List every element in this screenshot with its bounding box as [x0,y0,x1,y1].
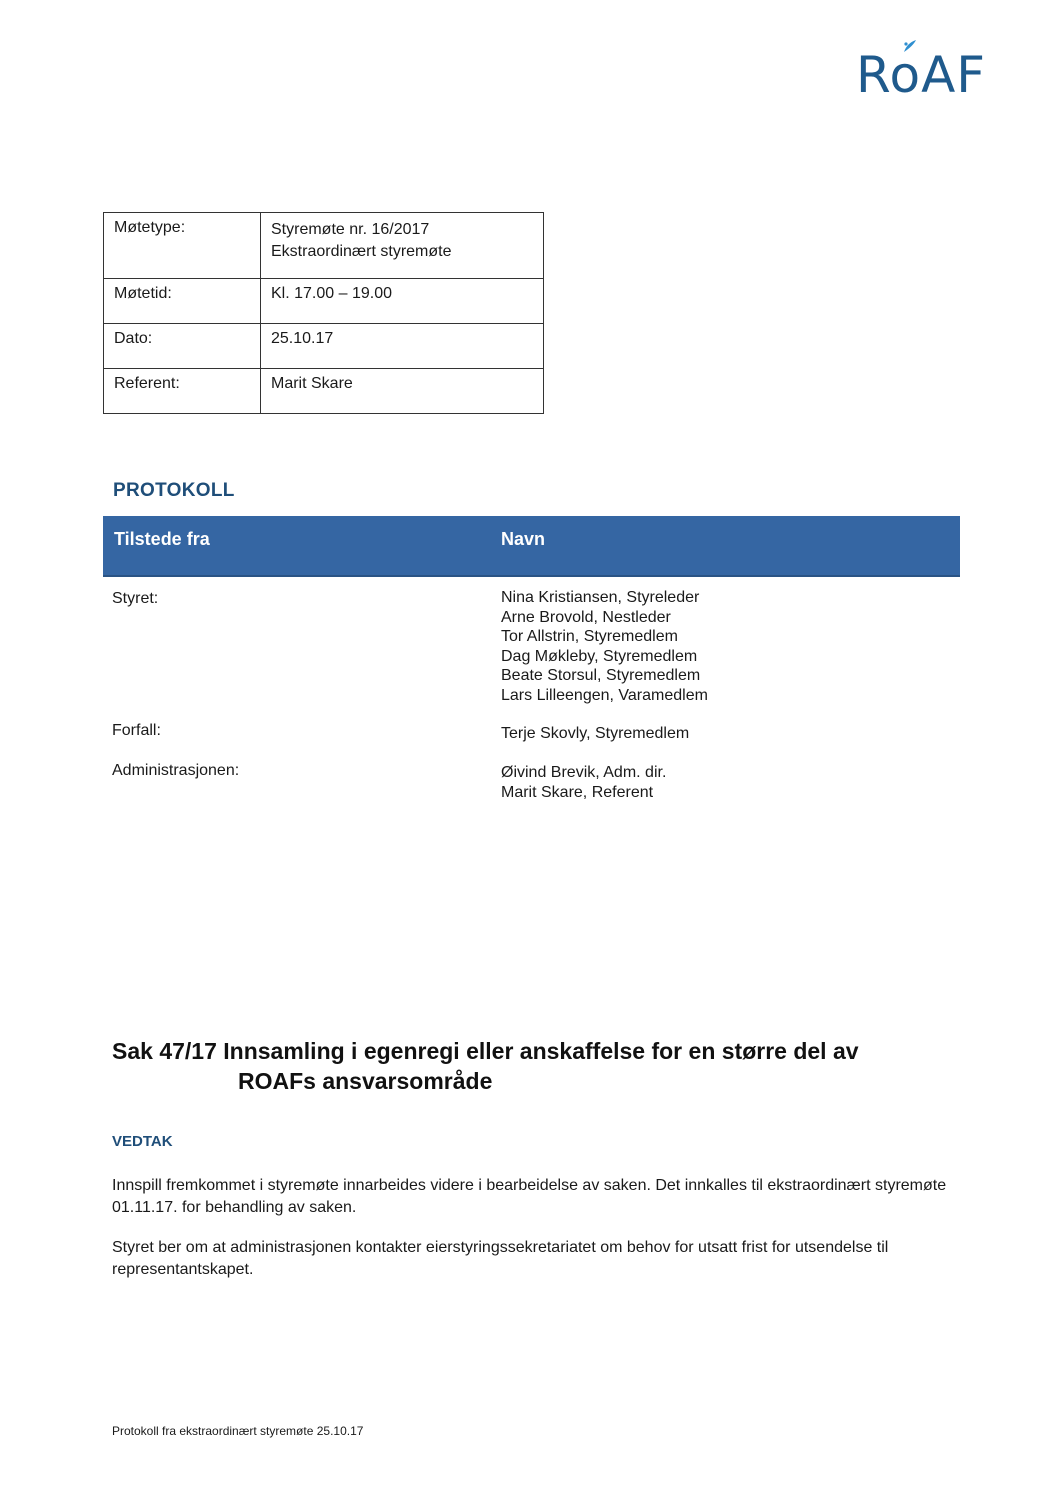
attendance-header-bar [103,516,960,577]
attendee-name: Terje Skovly, Styremedlem [501,725,690,742]
case-title-line: ROAFs ansvarsområde [238,1068,493,1094]
referent-label: Referent: [104,369,261,414]
meeting-date-label: Dato: [104,324,261,369]
meeting-time-label: Møtetid: [104,279,261,324]
decision-heading: VEDTAK [112,1133,173,1150]
attendance-group-label: Administrasjonen: [112,762,240,779]
roaf-logo [856,38,996,104]
attendance-group-label: Forfall: [112,722,161,739]
referent-row [104,369,544,414]
meeting-type-label: Møtetype: [104,213,261,279]
meeting-type-row [104,213,544,279]
attendance-names-board [501,588,708,705]
meeting-type-line: Ekstraordinært styremøte [271,243,452,260]
meeting-type-value [261,213,544,279]
attendee-name: Nina Kristiansen, Styreleder [501,589,700,606]
attendee-name: Marit Skare, Referent [501,783,654,801]
attendee-name: Beate Storsul, Styremedlem [501,667,701,684]
attendance-header-name: Navn [501,529,546,549]
attendance-header-present: Tilstede fra [114,529,210,549]
referent-value: Marit Skare [261,369,544,414]
meeting-date-row [104,324,544,369]
attendee-name: Lars Lilleengen, Varamedlem [501,686,708,704]
attendee-name: Dag Møkleby, Styremedlem [501,647,698,665]
case-title [112,1036,859,1096]
case-title-line: Sak 47/17 Innsamling i egenregi eller anskaffelse for en større del av [112,1038,859,1064]
attendee-name: Øivind Brevik, Adm. dir. [501,764,667,781]
decision-paragraph: Innspill fremkommet i styremøte innarbeides videre i bearbeidelse av saken. Det innkalles til ekstraordinært styremøte 01.11.17. for behandling av saken. [112,1177,947,1216]
attendance-group-label: Styret: [112,590,159,607]
meeting-info-table [103,212,544,414]
protokoll-heading: PROTOKOLL [113,480,235,501]
attendee-name: Tor Allstrin, Styremedlem [501,628,678,645]
page-footer: Protokoll fra ekstraordinært styremøte 25.10.17 [112,1424,364,1438]
attendance-names-absent [501,724,689,744]
attendee-name: Arne Brovold, Nestleder [501,608,671,626]
meeting-time-value: Kl. 17.00 – 19.00 [261,279,544,324]
decision-paragraph: Styret ber om at administrasjonen kontakter eierstyringssekretariatet om behov for utsatt frist for utsendelse til representantskapet. [112,1239,889,1278]
logo-wordmark: RoAF [856,46,987,104]
meeting-time-row [104,279,544,324]
meeting-date-value: 25.10.17 [261,324,544,369]
attendance-names-admin [501,763,666,802]
meeting-type-line: Styremøte nr. 16/2017 [271,221,430,238]
